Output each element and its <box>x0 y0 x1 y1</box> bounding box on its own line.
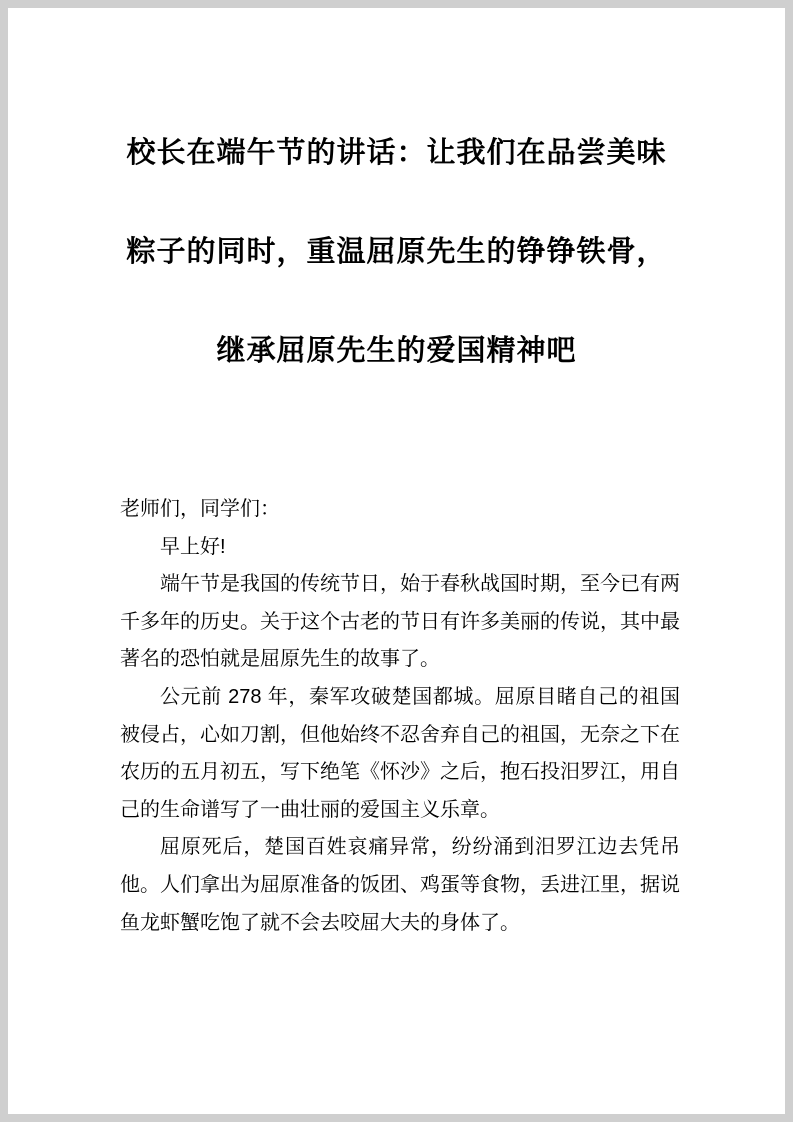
document-body <box>120 491 680 942</box>
paragraph-quyuan-story: 公元前 278 年，秦军攻破楚国都城。屈原目睹自己的祖国被侵占，心如刀割，但他始终不忍舍弃自己的祖国，无奈之下在农历的五月初五，写下绝笔《怀沙》之后，抱石投汨罗江，用自己的生命谱写了一曲壮丽的爱国主义乐章。 <box>120 685 680 821</box>
paragraph-mourning-customs: 屈原死后，楚国百姓哀痛异常，纷纷涌到汨罗江边去凭吊他。人们拿出为屈原准备的饭团、鸡蛋等食物，丢进江里，据说鱼龙虾蟹吃饱了就不会去咬屈大夫的身体了。 <box>120 836 680 934</box>
paragraph-salutation: 老师们，同学们： <box>120 498 280 520</box>
title-line-2: 粽子的同时，重温屈原先生的铮铮铁骨， <box>126 236 667 268</box>
document-page <box>8 8 785 1114</box>
title-line-1: 校长在端午节的讲话：让我们在品尝美味 <box>126 137 667 169</box>
title-line-3: 继承屈原先生的爱国精神吧 <box>216 335 577 367</box>
document-title <box>64 104 729 401</box>
paragraph-greeting: 早上好! <box>160 535 226 558</box>
paragraph-festival-intro: 端午节是我国的传统节日，始于春秋战国时期，至今已有两千多年的历史。关于这个古老的节日有许多美丽的传说，其中最著名的恐怕就是屈原先生的故事了。 <box>120 573 680 671</box>
